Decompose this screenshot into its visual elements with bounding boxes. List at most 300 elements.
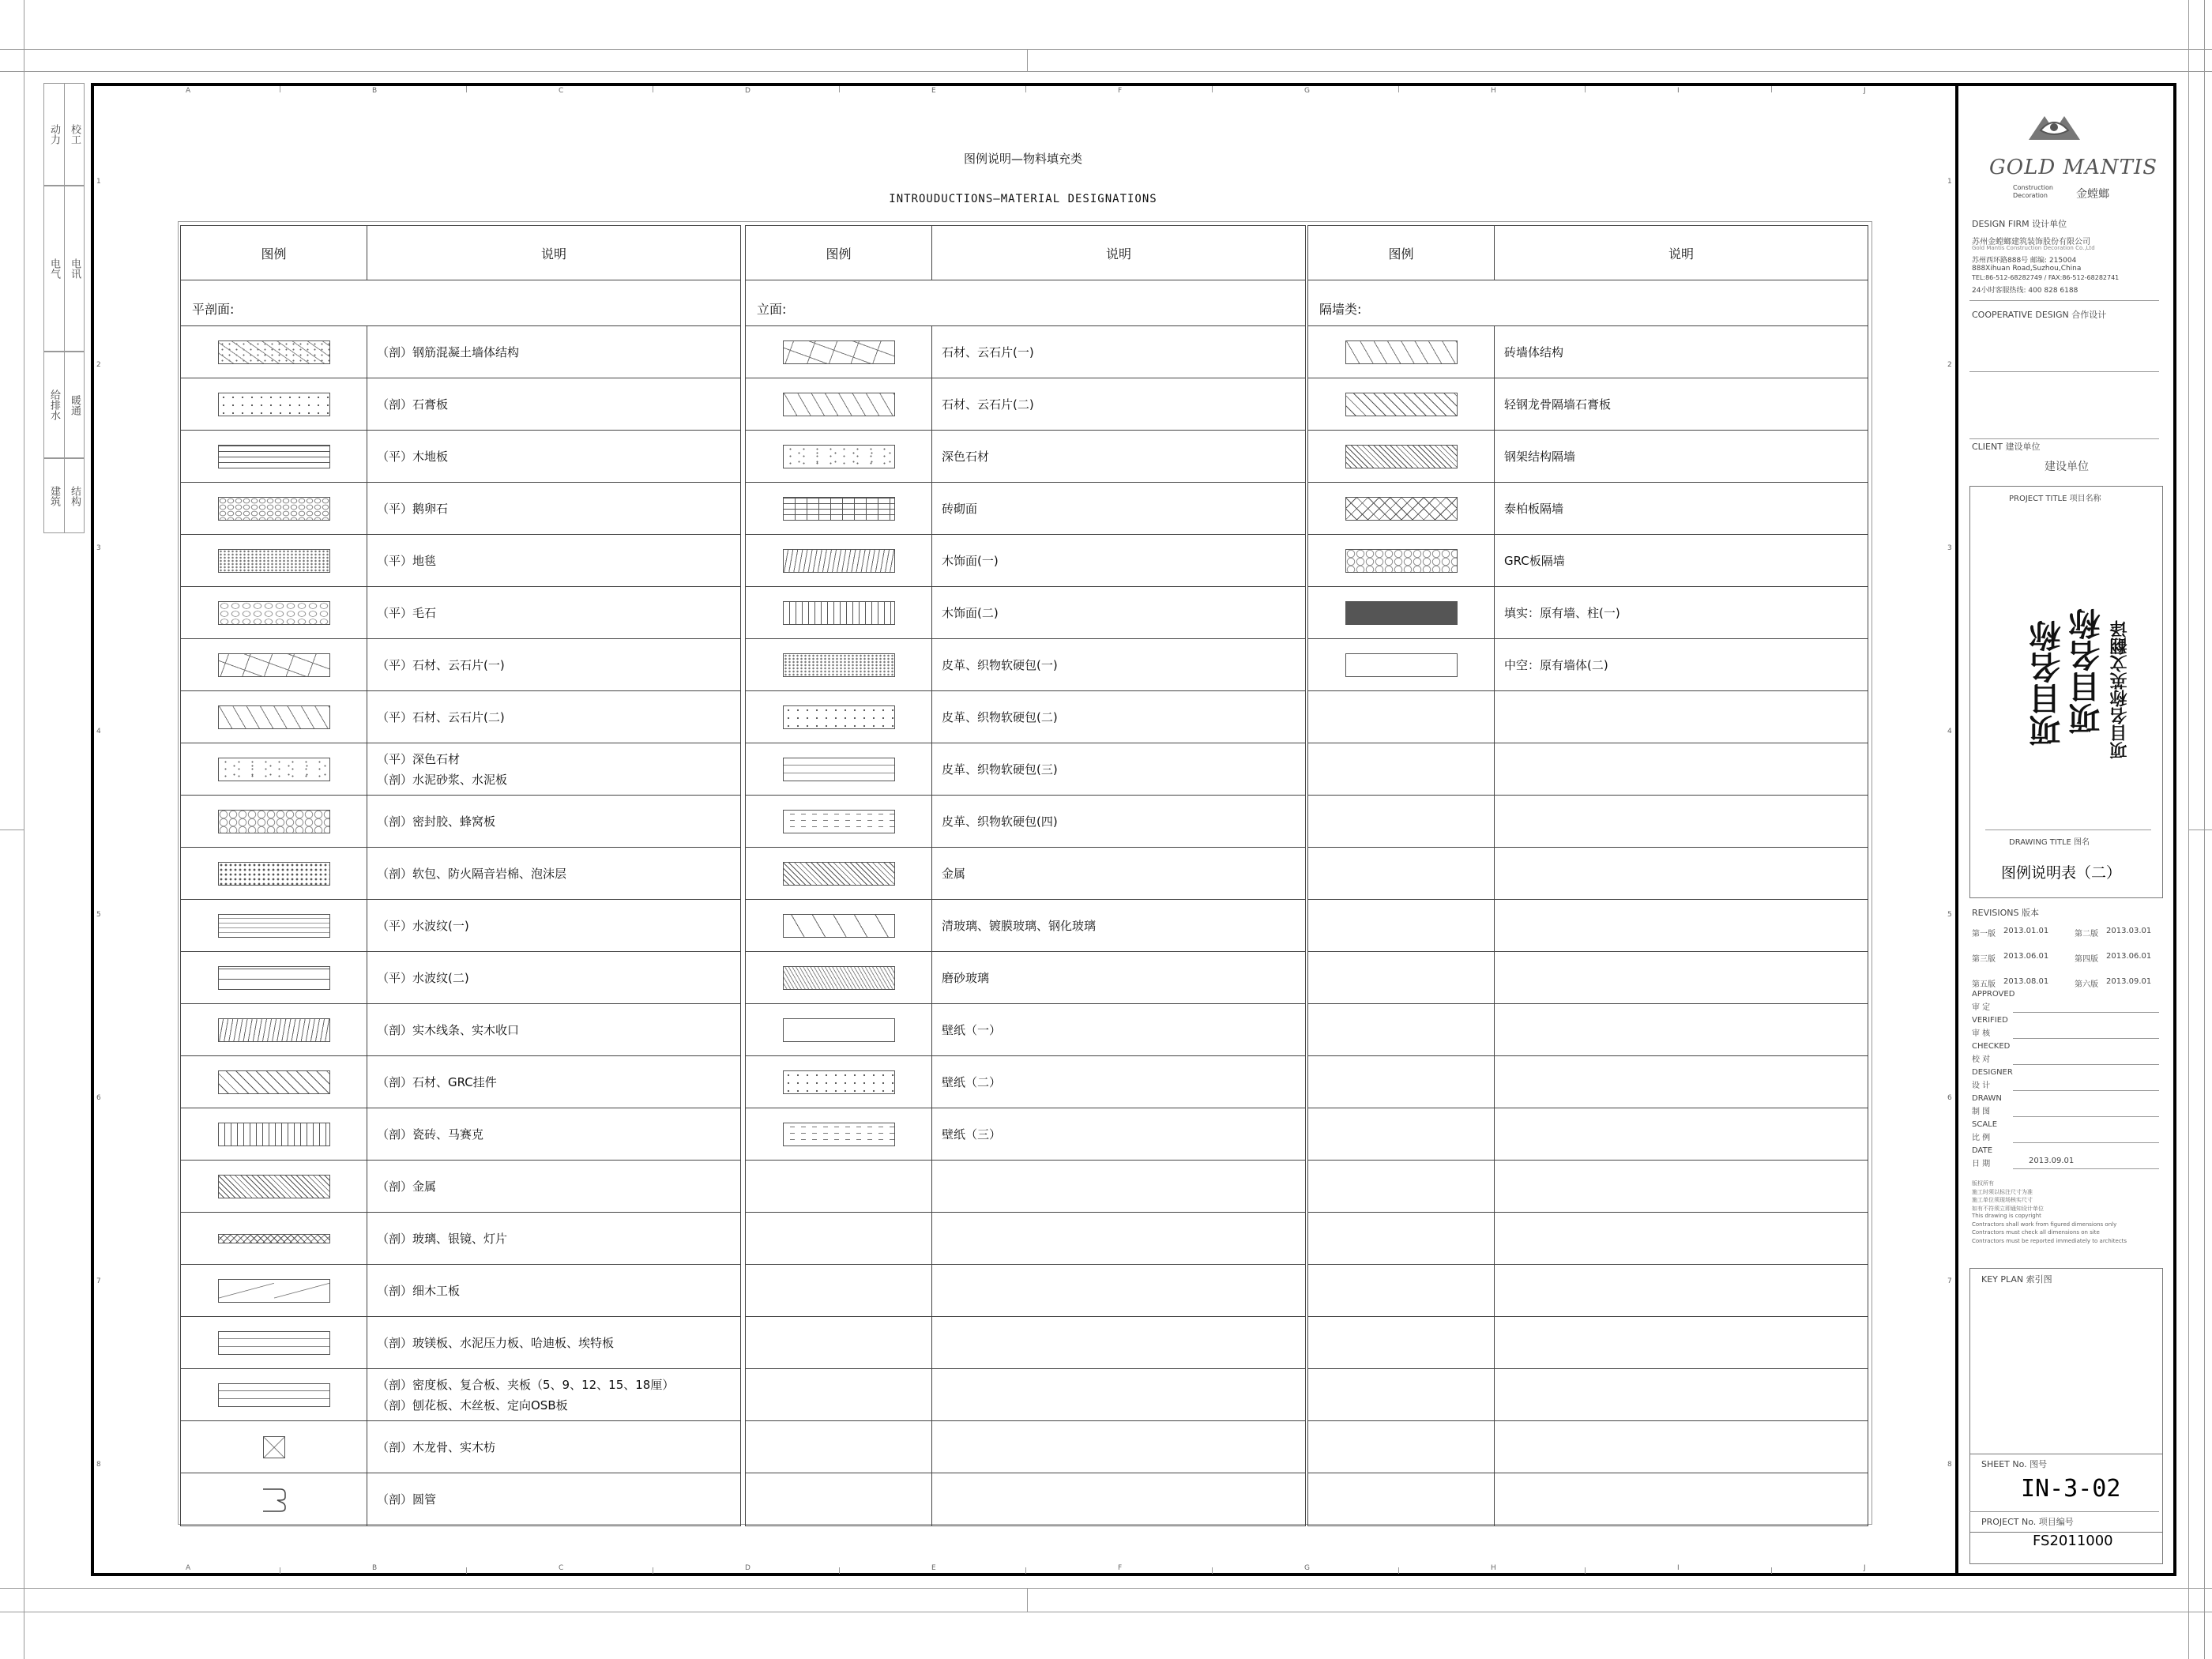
legend-cell: [181, 535, 367, 586]
description-cell: [932, 1161, 1305, 1212]
legend-cell: [181, 848, 367, 899]
legend-table: [180, 225, 741, 1526]
legend-cell: [1308, 1421, 1495, 1473]
material-swatch-carpet: [783, 653, 895, 677]
table-row: [181, 796, 740, 848]
grid-letter: J: [1864, 87, 1866, 95]
description-text: （剖）瓷砖、马赛克: [377, 1127, 484, 1142]
description-text: （剖）玻璃、银镜、灯片: [377, 1231, 508, 1246]
description-cell: [932, 1369, 1305, 1420]
legend-cell: [1308, 639, 1495, 690]
description-cell: [1495, 326, 1868, 378]
description-text: （剖）木龙骨、实木枋: [377, 1439, 496, 1454]
legend-cell: [746, 326, 932, 378]
material-swatch-diag-sparse: [783, 393, 895, 416]
material-swatch-veins: [783, 340, 895, 364]
note-line: Contractors must check all dimensions on site: [1972, 1229, 2100, 1236]
table-row: [746, 900, 1305, 952]
grid-letter: B: [372, 1564, 378, 1572]
grid-letter: I: [1677, 87, 1680, 95]
table-row: [181, 1317, 740, 1369]
sign-row-cn: 日 期: [1972, 1160, 1991, 1168]
description-text: （剖）密封胶、蜂窝板: [377, 814, 496, 829]
design-firm-label: DESIGN FIRM 设计单位: [1972, 219, 2067, 229]
table-row: [746, 796, 1305, 848]
description-text: （平）水波纹(一): [377, 918, 469, 933]
legend-cell: [1308, 1369, 1495, 1420]
left-tab-label: 建筑: [44, 459, 65, 532]
table-row: [1308, 326, 1868, 378]
table-row: [181, 378, 740, 431]
header-description: 说明: [1105, 246, 1131, 261]
project-name-1: 项目名称: [2030, 620, 2066, 747]
revision-date: 2013.03.01: [2106, 927, 2152, 935]
revision-label: 第五版: [1972, 980, 1996, 989]
grid-tick-mark: [1212, 86, 1213, 92]
sheet-no-label: SHEET No. 图号: [1981, 1459, 2048, 1469]
material-swatch-glass: [783, 914, 895, 938]
note-line: This drawing is copyright: [1972, 1213, 2041, 1219]
table-row: [1308, 796, 1868, 848]
legend-cell: [1308, 483, 1495, 534]
left-tab-3: [43, 458, 85, 533]
table-row: [1308, 535, 1868, 587]
description-cell: [367, 1317, 740, 1368]
description-cell: [1495, 952, 1868, 1003]
legend-cell: [746, 1213, 932, 1264]
legend-cell: [181, 1265, 367, 1316]
table-row: [1308, 743, 1868, 796]
grid-number: 3: [1947, 544, 1952, 552]
revision-label: 第一版: [1972, 930, 1996, 939]
description-cell: [932, 378, 1305, 430]
description-cell: [367, 1473, 740, 1525]
project-no-box: [1969, 1529, 2163, 1564]
grid-letter: A: [186, 87, 191, 95]
description-text: （平）地毯: [377, 553, 437, 568]
sign-row-cn: 比 例: [1972, 1134, 1991, 1142]
description-text: 皮革、织物软硬包(四): [942, 814, 1058, 829]
grid-number: 6: [96, 1094, 101, 1102]
description-cell: [1495, 1161, 1868, 1212]
firm-hotline: 24小时客服热线: 400 828 6188: [1972, 287, 2078, 295]
description-cell: [367, 483, 740, 534]
legend-cell: [746, 952, 932, 1003]
description-cell: [932, 691, 1305, 743]
left-tab-label: 动力: [44, 84, 65, 185]
grid-letter: B: [372, 87, 378, 95]
sign-row-en: DATE: [1972, 1146, 1993, 1155]
material-swatch-dashes: [783, 810, 895, 833]
description-text: 壁纸（一）: [942, 1022, 1002, 1037]
sign-row-value: 2013.09.01: [2029, 1157, 2075, 1165]
section-label-text: 平剖面:: [192, 302, 235, 317]
table-row: [746, 431, 1305, 483]
legend-cell: [181, 639, 367, 690]
legend-cell: [181, 1161, 367, 1212]
revision-date: 2013.06.01: [2106, 952, 2152, 961]
material-swatch-dots: [783, 705, 895, 729]
table-row: [181, 691, 740, 743]
grid-tick-mark: [1398, 86, 1399, 92]
grid-number: 1: [1947, 178, 1952, 186]
table-row: [181, 535, 740, 587]
grid-tick-mark: [466, 1567, 467, 1574]
client-label: CLIENT 建设单位: [1972, 442, 2041, 452]
legend-cell: [181, 483, 367, 534]
separator: [1969, 371, 2159, 372]
legend-cell: [1308, 1161, 1495, 1212]
note-line: 施工单位须现场核实尺寸: [1972, 1197, 2033, 1203]
sign-row-cn: 审 定: [1972, 1003, 1991, 1012]
legend-cell: [1308, 900, 1495, 951]
header-description: 说明: [540, 246, 566, 261]
legend-cell: [181, 431, 367, 482]
grid-number: 2: [1947, 361, 1952, 369]
firm-address-cn: 苏州西环路888号 邮编: 215004: [1972, 257, 2077, 265]
separator: [2013, 1168, 2159, 1169]
table-row: [746, 1056, 1305, 1108]
description-text: （剖）细木工板: [377, 1283, 461, 1298]
table-row: [1308, 1265, 1868, 1317]
table-row: [181, 1369, 740, 1421]
description-cell: [932, 1421, 1305, 1473]
project-name-en: 项目名称英文翻译: [2110, 620, 2130, 759]
note-line: 如有不符须立即通知设计单位: [1972, 1205, 2044, 1212]
description-text: 皮革、织物软硬包(二): [942, 709, 1058, 724]
legend-cell: [181, 1213, 367, 1264]
revision-label: 第四版: [2075, 955, 2098, 964]
description-text: （剖）软包、防火隔音岩棉、泡沫层: [377, 866, 567, 881]
legend-cell: [1308, 1056, 1495, 1108]
description-cell: [367, 535, 740, 586]
material-swatch-zigzag: [218, 1234, 330, 1243]
note-line: 施工时须以标注尺寸为准: [1972, 1188, 2033, 1195]
material-swatch-carpet: [218, 549, 330, 573]
description-text: 泰柏板隔墙: [1504, 501, 1564, 516]
legend-cell: [1308, 587, 1495, 638]
note-line: 版权所有: [1972, 1180, 1994, 1187]
legend-cell: [746, 1004, 932, 1055]
material-swatch-diag-dense: [218, 1175, 330, 1198]
material-swatch-wood-grain: [783, 549, 895, 573]
drawing-title-label: DRAWING TITLE 图名: [2009, 838, 2090, 847]
sign-row-en: CHECKED: [1972, 1042, 2011, 1051]
description-text: 轻钢龙骨隔墙石膏板: [1504, 397, 1612, 412]
table-row: [181, 1108, 740, 1161]
firm-name-en: Gold Mantis Construction Decoration Co.,Ltd: [1972, 245, 2095, 251]
description-text: （剖）实木线条、实木收口: [377, 1022, 520, 1037]
material-swatch-speckle: [218, 758, 330, 781]
left-tab-2: [43, 352, 85, 458]
table-row: [181, 743, 740, 796]
description-text: （剖）密度板、复合板、夹板（5、9、12、15、18厘）: [377, 1377, 675, 1392]
grid-tick-mark: [839, 1567, 840, 1574]
legend-cell: [1308, 378, 1495, 430]
table-row: [746, 587, 1305, 639]
grid-number: 5: [1947, 911, 1952, 919]
legend-cell: [746, 691, 932, 743]
description-text: 砖砌面: [942, 501, 978, 516]
table-row: [181, 639, 740, 691]
table-row: [181, 431, 740, 483]
grid-number: 2: [96, 361, 101, 369]
description-cell: [1495, 900, 1868, 951]
description-cell: [932, 535, 1305, 586]
description-cell: [932, 1213, 1305, 1264]
material-swatch-box-x: [263, 1436, 285, 1458]
grid-letter: H: [1491, 87, 1496, 95]
grid-letter: E: [931, 87, 936, 95]
pipe-symbol: [258, 1486, 290, 1513]
header-legend: 图例: [1308, 226, 1495, 280]
project-name-2: 项目名称: [2069, 608, 2105, 735]
grid-number: 6: [1947, 1094, 1952, 1102]
description-text: 石材、云石片(二): [942, 397, 1034, 412]
table-row: [746, 1213, 1305, 1265]
grid-number: 8: [1947, 1461, 1952, 1469]
legend-table: [1307, 225, 1868, 1526]
left-tab-0: [43, 83, 85, 186]
material-swatch-honeycomb: [1345, 549, 1458, 573]
table-row: [1308, 1108, 1868, 1161]
material-swatch-blank: [1345, 653, 1458, 677]
description-text: （剖）刨花板、木丝板、定向OSB板: [377, 1398, 568, 1413]
project-title-label: PROJECT TITLE 项目名称: [2009, 495, 2101, 503]
note-line: Contractors must be reported immediately to architects: [1972, 1237, 2127, 1244]
sheet-no: IN-3-02: [2021, 1475, 2121, 1503]
project-no-label: PROJECT No. 项目编号: [1981, 1517, 2074, 1527]
description-cell: [1495, 431, 1868, 482]
sign-row-en: APPROVED: [1972, 990, 2015, 999]
section-label: [1308, 280, 1868, 326]
material-swatch-cross: [1345, 497, 1458, 521]
description-text: 木饰面(二): [942, 605, 999, 620]
grid-letter: I: [1677, 1564, 1680, 1572]
table-header: [746, 226, 1305, 280]
material-swatch-dots: [783, 1070, 895, 1094]
separator: [2013, 1038, 2159, 1039]
legend-cell: [181, 378, 367, 430]
material-swatch-hlines: [218, 1331, 330, 1355]
material-swatch-dense-dots: [218, 862, 330, 886]
legend-cell: [746, 1369, 932, 1420]
header-legend: 图例: [181, 226, 367, 280]
description-cell: [1495, 483, 1868, 534]
grid-number: 1: [96, 178, 101, 186]
material-swatch-dots: [218, 393, 330, 416]
material-swatch-wave2: [218, 966, 330, 990]
sign-row-cn: 制 图: [1972, 1108, 1991, 1116]
table-row: [181, 1213, 740, 1265]
description-cell: [932, 900, 1305, 951]
description-text: （剖）玻镁板、水泥压力板、哈迪板、埃特板: [377, 1335, 615, 1350]
sign-row-en: VERIFIED: [1972, 1016, 2008, 1025]
legend-cell: [1308, 431, 1495, 482]
description-cell: [1495, 848, 1868, 899]
grid-letter: G: [1304, 1564, 1310, 1572]
sign-row-en: DRAWN: [1972, 1094, 2002, 1103]
firm-tel: TEL:86-512-68282749 / FAX:86-512-68282741: [1972, 274, 2120, 281]
left-tab-label: 暖通: [69, 394, 81, 416]
legend-cell: [1308, 691, 1495, 743]
header-legend: 图例: [746, 226, 932, 280]
table-row: [746, 743, 1305, 796]
revision-date: 2013.08.01: [2003, 977, 2049, 986]
description-cell: [932, 326, 1305, 378]
description-text: （剖）石膏板: [377, 397, 449, 412]
legend-cell: [181, 900, 367, 951]
section-label: [181, 280, 740, 326]
table-row: [1308, 431, 1868, 483]
logo-sub-en: Construction Decoration: [2013, 184, 2053, 199]
description-text: 木饰面(一): [942, 553, 999, 568]
legend-cell: [746, 431, 932, 482]
revision-label: 第三版: [1972, 955, 1996, 964]
table-row: [181, 848, 740, 900]
description-cell: [1495, 639, 1868, 690]
description-text: （剖）金属: [377, 1179, 437, 1194]
client-value: 建设单位: [2045, 461, 2089, 473]
material-swatch-rubble: [218, 601, 330, 625]
legend-cell: [1308, 1317, 1495, 1368]
revision-date: 2013.06.01: [2003, 952, 2049, 961]
table-row: [181, 483, 740, 535]
table-row: [1308, 1056, 1868, 1108]
table-row: [746, 1265, 1305, 1317]
description-cell: [932, 1473, 1305, 1525]
separator: [2013, 1090, 2159, 1091]
separator: [1969, 300, 2159, 301]
legend-cell: [1308, 1004, 1495, 1055]
title-block: [1958, 83, 2176, 1576]
grid-tick-mark: [839, 86, 840, 92]
description-cell: [932, 1056, 1305, 1108]
description-cell: [1495, 796, 1868, 847]
legend-cell: [746, 1317, 932, 1368]
grid-tick-mark: [1025, 86, 1026, 92]
table-row: [746, 483, 1305, 535]
revision-date: 2013.09.01: [2106, 977, 2152, 986]
material-swatch-diag-sparse: [218, 705, 330, 729]
grid-letter: D: [745, 87, 750, 95]
grid-tick-mark: [1771, 86, 1772, 92]
description-cell: [932, 952, 1305, 1003]
legend-cell: [181, 1473, 367, 1525]
description-text: GRC板隔墙: [1504, 553, 1565, 568]
description-cell: [367, 1421, 740, 1473]
grid-tick-mark: [466, 86, 467, 92]
table-row: [1308, 587, 1868, 639]
legend-cell: [181, 743, 367, 795]
legend-cell: [181, 691, 367, 743]
legend-cell: [746, 1056, 932, 1108]
table-row: [746, 1317, 1305, 1369]
grid-number: 3: [96, 544, 101, 552]
description-cell: [367, 587, 740, 638]
description-text: （平）木地板: [377, 449, 449, 464]
description-text: （平）鹅卵石: [377, 501, 449, 516]
material-swatch-frosted: [783, 966, 895, 990]
legend-cell: [1308, 952, 1495, 1003]
table-row: [746, 691, 1305, 743]
table-row: [746, 848, 1305, 900]
table-row: [1308, 1213, 1868, 1265]
description-cell: [932, 1265, 1305, 1316]
table-row: [181, 587, 740, 639]
grid-letter: E: [931, 1564, 936, 1572]
description-cell: [1495, 1213, 1868, 1264]
description-cell: [1495, 1473, 1868, 1525]
legend-cell: [746, 900, 932, 951]
header-description: 说明: [1668, 246, 1694, 261]
description-text: 砖墙体结构: [1504, 344, 1564, 359]
table-row: [1308, 900, 1868, 952]
sign-row-cn: 设 计: [1972, 1082, 1991, 1090]
table-row: [181, 900, 740, 952]
description-text: 磨砂玻璃: [942, 970, 990, 985]
table-row: [1308, 1317, 1868, 1369]
grid-letter: D: [745, 1564, 750, 1572]
description-text: 中空：原有墙体(二): [1504, 657, 1608, 672]
material-swatch-brick: [783, 497, 895, 521]
gold-mantis-logo: [1997, 107, 2155, 154]
description-text: 石材、云石片(一): [942, 344, 1034, 359]
revisions-label: REVISIONS 版本: [1972, 908, 2039, 918]
description-cell: [367, 691, 740, 743]
material-swatch-pebble: [218, 497, 330, 521]
legend-cell: [181, 1004, 367, 1055]
table-row: [181, 1004, 740, 1056]
table-row: [1308, 1161, 1868, 1213]
legend-cell: [1308, 743, 1495, 795]
separator: [2013, 1142, 2159, 1143]
description-cell: [367, 1004, 740, 1055]
separator: [2013, 1012, 2159, 1013]
material-swatch-vertical: [783, 601, 895, 625]
table-row: [746, 1421, 1305, 1473]
material-swatch-veins: [218, 653, 330, 677]
description-cell: [367, 1369, 740, 1420]
description-cell: [1495, 743, 1868, 795]
legend-table: [745, 225, 1306, 1526]
description-cell: [1495, 1369, 1868, 1420]
left-tab-label: 给排水: [44, 352, 65, 457]
material-swatch-planks: [218, 445, 330, 468]
table-header: [1308, 226, 1868, 280]
material-swatch-diag-dense: [1345, 445, 1458, 468]
section-label-text: 立面:: [757, 302, 787, 317]
table-row: [181, 952, 740, 1004]
legend-cell: [746, 1161, 932, 1212]
sheet-border-bottom-inner: [0, 1588, 2212, 1589]
table-row: [746, 639, 1305, 691]
table-row: [181, 1473, 740, 1525]
table-row: [746, 1161, 1305, 1213]
description-cell: [1495, 1317, 1868, 1368]
legend-cell: [1308, 1213, 1495, 1264]
description-text: 壁纸（二）: [942, 1074, 1002, 1089]
legend-cell: [181, 587, 367, 638]
description-cell: [367, 378, 740, 430]
grid-letter: F: [1118, 1564, 1123, 1572]
description-cell: [367, 1213, 740, 1264]
section-label: [746, 280, 1305, 326]
description-text: 填实：原有墙、柱(一): [1504, 605, 1620, 620]
description-cell: [1495, 1004, 1868, 1055]
description-cell: [367, 1056, 740, 1108]
description-text: （平）石材、云石片(二): [377, 709, 505, 724]
